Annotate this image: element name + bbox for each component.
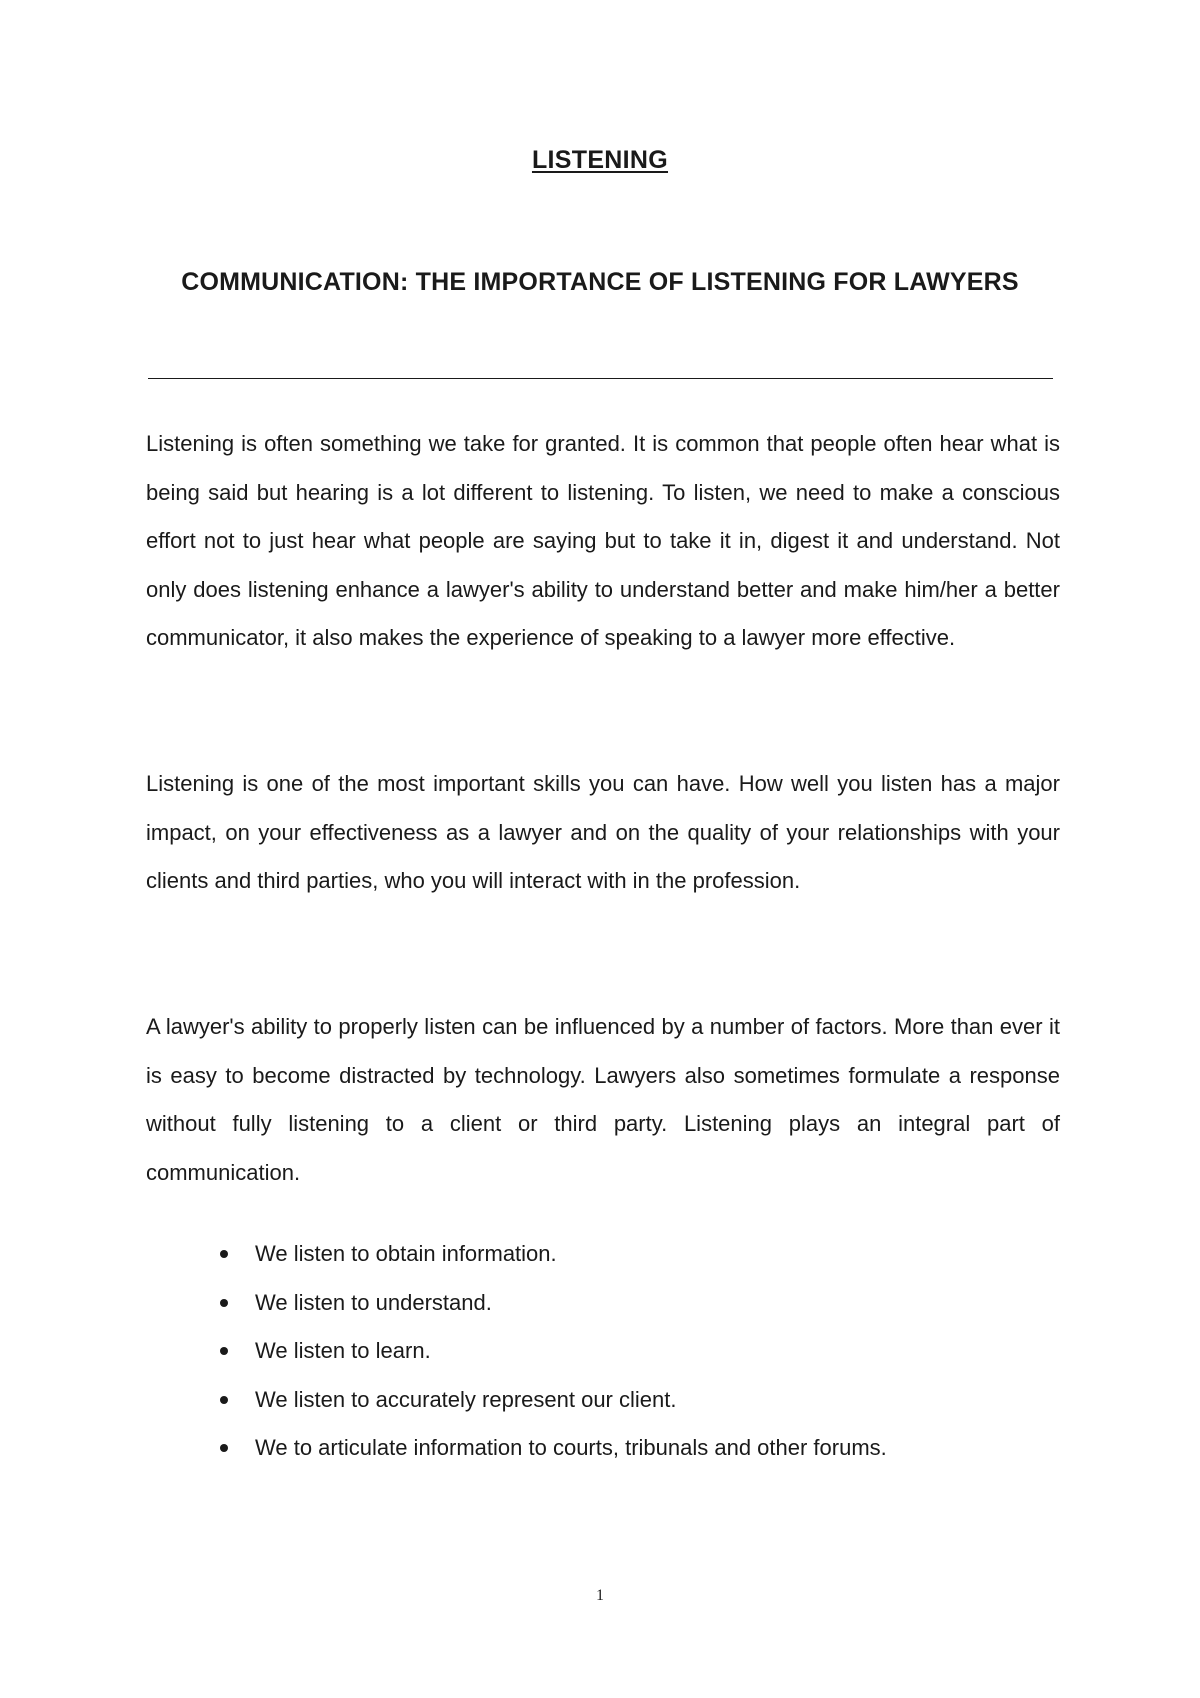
list-item-text: We listen to obtain information. xyxy=(255,1241,557,1266)
bullet-icon xyxy=(220,1444,228,1452)
list-item-text: We to articulate information to courts, tribunals and other forums. xyxy=(255,1435,887,1460)
bullet-list xyxy=(210,1230,1060,1473)
document-title: LISTENING xyxy=(531,146,669,174)
horizontal-divider xyxy=(148,378,1053,379)
list-item-text: We listen to accurately represent our client. xyxy=(255,1386,677,1412)
list-item-text: We listen to learn. xyxy=(255,1338,431,1363)
list-item xyxy=(210,1327,1060,1376)
list-item-text: We listen to understand. xyxy=(255,1289,492,1315)
bullet-icon xyxy=(220,1250,228,1258)
list-item xyxy=(210,1376,1060,1425)
paragraph-3: A lawyer's ability to properly listen can be influenced by a number of factors. More than ever it is easy to become distracted by technology. Lawyers also sometimes formulate a response without fully listening to a client or third party. Listening plays an integral part of communication. xyxy=(146,1014,1060,1185)
list-item xyxy=(210,1279,1060,1328)
list-item xyxy=(210,1230,1060,1279)
paragraph-1: Listening is often something we take for granted. It is common that people often hear what is being said but hearing is a lot different to listening. To listen, we need to make a conscious effort not to just hear what people are saying but to take it in, digest it and understand. Not only does listening enhance a lawyer's ability to understand better and make him/her a better communicator, it also makes the experience of speaking to a lawyer more effective. xyxy=(146,431,1060,650)
paragraph-2: Listening is one of the most important skills you can have. How well you listen has a major impact, on your effectiveness as a lawyer and on the quality of your relationships with your clients and third parties, who you will interact with in the profession. xyxy=(146,771,1060,893)
bullet-icon xyxy=(220,1396,228,1404)
list-item xyxy=(210,1424,1060,1473)
bullet-icon xyxy=(220,1299,228,1307)
bullet-icon xyxy=(220,1347,228,1355)
document-subtitle: COMMUNICATION: THE IMPORTANCE OF LISTENING FOR LAWYERS xyxy=(181,268,1019,296)
page-number: 1 xyxy=(596,1587,604,1604)
